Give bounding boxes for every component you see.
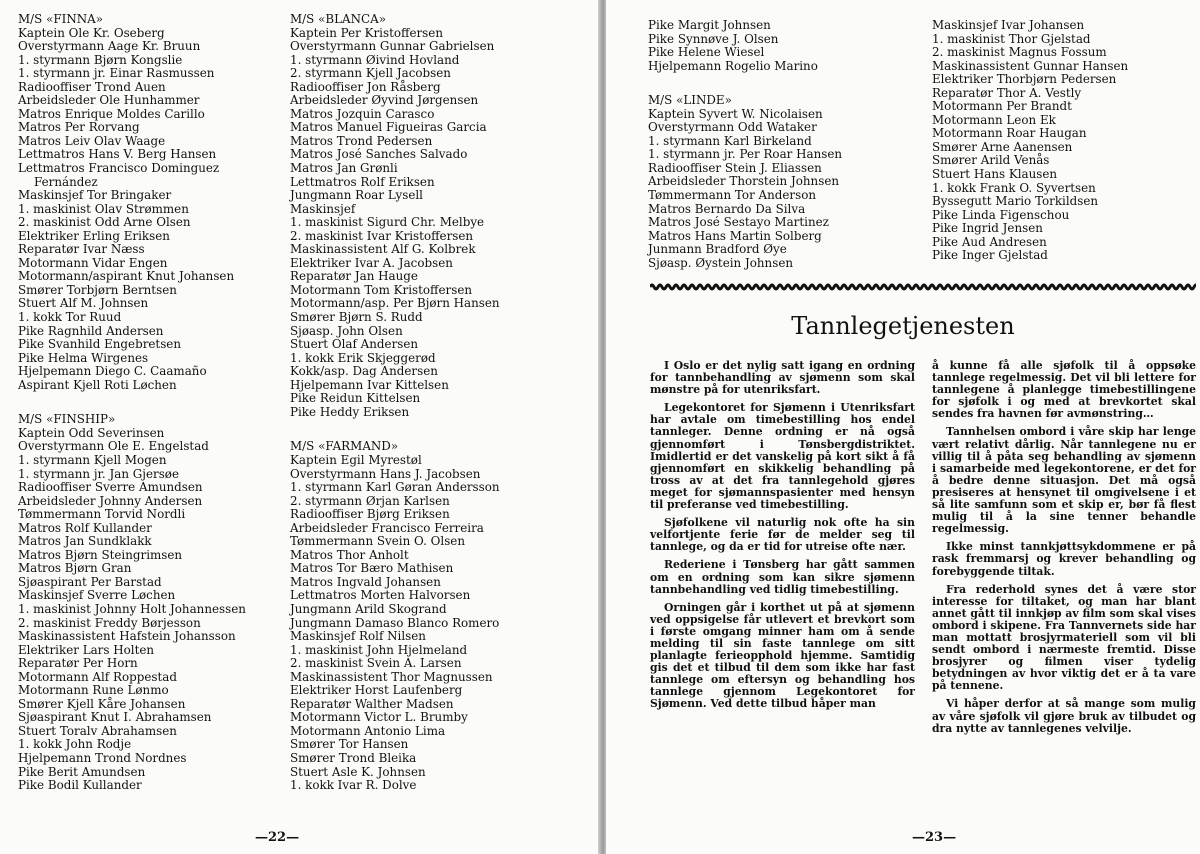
crew-entry: Maskinassistent Thor Magnussen xyxy=(290,669,493,684)
crew-entry: Pike Svanhild Engebretsen xyxy=(18,337,181,352)
crew-entry: Hjelpemann Diego C. Caamaño xyxy=(18,364,207,379)
crew-entry: Matros Tor Bæro Mathisen xyxy=(290,561,454,576)
crew-entry: 1. styrmann Kjell Mogen xyxy=(18,452,167,467)
crew-entry: Tømmermann Torvid Nordli xyxy=(18,507,186,522)
crew-entry: Motormann Victor L. Brumby xyxy=(290,710,468,725)
crew-entry: Maskinsjef Sverre Løchen xyxy=(18,588,176,603)
crew-entry: 1. kokk Frank O. Syvertsen xyxy=(932,180,1096,195)
section-gap xyxy=(290,419,590,440)
crew-entry: Overstyrmann Ole E. Engelstad xyxy=(18,439,209,454)
crew-list-column-2 xyxy=(290,13,590,793)
crew-entry: Smører Kjell Kåre Johansen xyxy=(18,696,186,711)
crew-entry: Kaptein Per Kristoffersen xyxy=(290,25,443,40)
crew-entry: Kokk/asp. Dag Andersen xyxy=(290,364,438,379)
crew-entry: 1. styrmann jr. Einar Rasmussen xyxy=(18,66,215,81)
crew-entry: Pike Heddy Eriksen xyxy=(290,404,410,419)
crew-entry: 1. styrmann Karl Birkeland xyxy=(648,133,812,148)
crew-entry: Overstyrmann Aage Kr. Bruun xyxy=(18,39,201,54)
article-paragraph: Fra rederhold synes det å være stor interesse for tiltaket, og man har blant annet gått til innkjøp av film som skal vises ombord i skipene. Fra Tannvernets side har man mottatt brosjyrmateriell som vil bli sendt ombord i nærmeste fremtid. Disse brosjyrer og filmen viser tydelig betydningen av hvor viktig det er å ta vare på tennene. xyxy=(932,582,1196,693)
crew-list-column-3 xyxy=(648,19,918,270)
crew-entry: Motormann Rune Lønmo xyxy=(18,683,169,698)
crew-entry: Arbeidsleder Johnny Andersen xyxy=(18,493,203,508)
crew-entry: Elektriker Thorbjørn Pedersen xyxy=(932,72,1117,87)
crew-entry: Stuert Toralv Abrahamsen xyxy=(18,723,177,738)
crew-entry: Stuert Olaf Andersen xyxy=(290,337,419,352)
crew-entry: Motormann Vidar Engen xyxy=(18,255,168,270)
crew-entry: Pike Ragnhild Andersen xyxy=(18,323,164,338)
crew-entry: Smører Torbjørn Berntsen xyxy=(18,282,177,297)
article-column-left xyxy=(650,360,915,717)
crew-entry: 2. maskinist Ivar Kristoffersen xyxy=(290,228,474,243)
crew-entry: Motormann/aspirant Knut Johansen xyxy=(18,269,235,284)
crew-entry: 1. maskinist John Hjelmeland xyxy=(290,642,468,657)
crew-entry: Arbeidsleder Øyvind Jørgensen xyxy=(290,93,479,108)
crew-entry: 1. maskinist Thor Gjelstad xyxy=(932,31,1091,46)
crew-entry: Matros Hans Martin Solberg xyxy=(648,228,822,243)
crew-list-column-1 xyxy=(18,13,288,793)
crew-entry: Matros Ingvald Johansen xyxy=(290,574,441,589)
crew-entry: Aspirant Kjell Roti Løchen xyxy=(18,377,177,392)
crew-entry: Sjøasp. John Olsen xyxy=(290,323,403,338)
crew-entry: 1. maskinist Olav Strømmen xyxy=(18,201,189,216)
crew-entry: Radiooffiser Stein J. Eliassen xyxy=(648,160,822,175)
crew-entry: Hjelpemann Ivar Kittelsen xyxy=(290,377,449,392)
crew-entry: Hjelpemann Rogelio Marino xyxy=(648,58,818,73)
section-gap xyxy=(18,392,288,413)
crew-entry: Smører Arne Aanensen xyxy=(932,139,1073,154)
crew-entry: Elektriker Ivar A. Jacobsen xyxy=(290,255,453,270)
crew-entry: Maskinassistent Hafstein Johansson xyxy=(18,629,236,644)
crew-entry: Motormann Alf Roppestad xyxy=(18,669,177,684)
crew-entry: Hjelpemann Trond Nordnes xyxy=(18,750,187,765)
crew-entry: Arbeidsleder Ole Hunhammer xyxy=(18,93,200,108)
crew-entry: 1. kokk Erik Skjeggerød xyxy=(290,350,436,365)
page-number-right: —23— xyxy=(912,830,957,845)
right-page xyxy=(606,0,1200,854)
crew-entry: Stuert Asle K. Johnsen xyxy=(290,764,426,779)
crew-entry: 2. maskinist Magnus Fossum xyxy=(932,45,1107,60)
article-paragraph: Vi håper derfor at så mange som mulig av våre sjøfolk vil gjøre bruk av tilbudet og dra nytte av tannlegenes velvilje. xyxy=(932,697,1196,735)
crew-entry: Matros Bjørn Steingrimsen xyxy=(18,547,183,562)
crew-entry: Byssegutt Mario Torkildsen xyxy=(932,194,1099,209)
crew-entry: 1. maskinist Johnny Holt Johannessen xyxy=(18,601,246,616)
crew-entry: Kaptein Odd Severinsen xyxy=(18,425,165,440)
ship-heading: M/S «FINNA» xyxy=(18,12,103,26)
crew-entry: Motormann/asp. Per Bjørn Hansen xyxy=(290,296,500,311)
crew-entry: Lettmatros Rolf Eriksen xyxy=(290,174,435,189)
crew-entry: Pike Helma Wirgenes xyxy=(18,350,149,365)
crew-entry: 2. styrmann Kjell Jacobsen xyxy=(290,66,451,81)
article-paragraph: Ikke minst tannkjøttsykdommene er på rask fremmarsj og krever behandling og forebyggende tiltak. xyxy=(932,540,1196,578)
page-number-left: —22— xyxy=(255,830,300,845)
crew-entry: Tømmermann Tor Anderson xyxy=(648,188,817,203)
crew-entry: Tømmermann Svein O. Olsen xyxy=(290,534,465,549)
crew-entry: Maskinassistent Alf G. Kolbrek xyxy=(290,242,476,257)
crew-entry: Matros Jan Grønli xyxy=(290,161,398,176)
crew-entry: Pike Ingrid Jensen xyxy=(932,221,1043,236)
crew-entry: Pike Bodil Kullander xyxy=(18,778,142,793)
crew-entry: 2. maskinist Odd Arne Olsen xyxy=(18,215,191,230)
crew-entry: 1. kokk John Rodje xyxy=(18,737,132,752)
crew-entry: Matros Thor Anholt xyxy=(290,547,409,562)
crew-list-column-4 xyxy=(932,19,1196,263)
crew-entry: Motormann Roar Haugan xyxy=(932,126,1087,141)
crew-entry: Overstyrmann Odd Wataker xyxy=(648,120,817,135)
crew-entry: Sjøaspirant Knut I. Abrahamsen xyxy=(18,710,212,725)
crew-entry: 1. maskinist Sigurd Chr. Melbye xyxy=(290,215,485,230)
crew-entry: 2. styrmann Ørjan Karlsen xyxy=(290,493,450,508)
crew-entry: Smører Bjørn S. Rudd xyxy=(290,310,423,325)
crew-entry: Maskinsjef xyxy=(290,201,356,216)
article-paragraph: Legekontoret for Sjømenn i Utenriksfart har avtale om timebestilling hos endel tannleger. Denne ordning er nå også gjennomført i Tønsbergdistriktet. Imidlertid er det vanskelig på kort sikt å få gjennomført en skikkelig behandling på tross av at det fra tannlegehold gjøres meget for sjømannspasienter med hensyn til preferanse ved timebestilling. xyxy=(650,401,915,512)
crew-entry: Kaptein Syvert W. Nicolaisen xyxy=(648,106,823,121)
crew-entry: Motormann Per Brandt xyxy=(932,99,1072,114)
crew-entry: Jungmann Roar Lysell xyxy=(290,188,423,203)
crew-entry: Radiooffiser Trond Auen xyxy=(18,79,166,94)
crew-entry: Radiooffiser Sverre Amundsen xyxy=(18,480,203,495)
ship-heading: M/S «LINDE» xyxy=(648,93,732,108)
crew-entry: Motormann Tom Kristoffersen xyxy=(290,282,473,297)
crew-entry: Radiooffiser Jon Råsberg xyxy=(290,79,441,94)
crew-entry: 1. kokk Ivar R. Dolve xyxy=(290,778,417,793)
crew-entry: Fernández xyxy=(34,174,98,189)
article-title: Tannlegetjenesten xyxy=(791,312,1015,340)
crew-entry: 1. styrmann jr. Jan Gjersøe xyxy=(18,466,179,481)
crew-entry: Pike Synnøve J. Olsen xyxy=(648,31,779,46)
crew-entry: Reparatør Ivar Næss xyxy=(18,242,145,257)
crew-entry: Smører Arild Venås xyxy=(932,153,1050,168)
crew-entry: Pike Helene Wiesel xyxy=(648,45,765,60)
crew-entry: Matros Bjørn Gran xyxy=(18,561,132,576)
crew-entry: Matros Bernardo Da Silva xyxy=(648,201,806,216)
article-column-right xyxy=(932,360,1196,741)
crew-entry: Maskinassistent Gunnar Hansen xyxy=(932,58,1129,73)
crew-entry: Stuert Hans Klausen xyxy=(932,167,1058,182)
crew-entry: Arbeidsleder Thorstein Johnsen xyxy=(648,174,840,189)
crew-entry: 1. styrmann jr. Per Roar Hansen xyxy=(648,147,843,162)
crew-entry: Matros Jan Sundklakk xyxy=(18,534,152,549)
crew-entry: Smører Trond Bleika xyxy=(290,750,417,765)
crew-entry: Motormann Antonio Lima xyxy=(290,723,446,738)
crew-entry: Overstyrmann Hans J. Jacobsen xyxy=(290,466,481,481)
crew-entry: Pike Inger Gjelstad xyxy=(932,248,1048,263)
section-gap xyxy=(648,73,918,94)
crew-entry: Kaptein Ole Kr. Oseberg xyxy=(18,25,165,40)
crew-entry: Elektriker Lars Holten xyxy=(18,642,155,657)
crew-entry: Lettmatros Francisco Dominguez xyxy=(18,161,220,176)
crew-entry: Jungmann Damaso Blanco Romero xyxy=(290,615,500,630)
crew-entry: Kaptein Egil Myrestøl xyxy=(290,452,422,467)
crew-entry: Sjøaspirant Per Barstad xyxy=(18,574,162,589)
crew-entry: Reparatør Jan Hauge xyxy=(290,269,418,284)
crew-entry: 1. styrmann Øivind Hovland xyxy=(290,52,460,67)
article-paragraph: Sjøfolkene vil naturlig nok ofte ha sin velfortjente ferie før de melder seg til tannlege, og da er tid for utreise ofte nær. xyxy=(650,516,915,554)
crew-entry: 2. maskinist Svein A. Larsen xyxy=(290,656,462,671)
crew-entry: Pike Aud Andresen xyxy=(932,234,1047,249)
crew-entry: Matros Rolf Kullander xyxy=(18,520,152,535)
crew-entry: Elektriker Erling Eriksen xyxy=(18,228,170,243)
crew-entry: Motormann Leon Ek xyxy=(932,112,1056,127)
crew-entry: Matros Leiv Olav Waage xyxy=(18,133,166,148)
crew-entry: 2. maskinist Freddy Børjesson xyxy=(18,615,201,630)
crew-entry: Matros José Sestayo Martinez xyxy=(648,215,829,230)
ship-heading: M/S «FINSHIP» xyxy=(18,412,116,427)
crew-entry: Reparatør Thor A. Vestly xyxy=(932,85,1082,100)
crew-entry: Pike Linda Figenschou xyxy=(932,207,1070,222)
crew-entry: Radiooffiser Bjørg Eriksen xyxy=(290,507,450,522)
crew-entry: 1. kokk Tor Ruud xyxy=(18,310,122,325)
crew-entry: Reparatør Per Horn xyxy=(18,656,138,671)
crew-entry: Overstyrmann Gunnar Gabrielsen xyxy=(290,39,495,54)
ship-heading: M/S «BLANCA» xyxy=(290,12,386,26)
crew-entry: 1. styrmann Bjørn Kongslie xyxy=(18,52,183,67)
crew-entry: Lettmatros Morten Halvorsen xyxy=(290,588,471,603)
crew-entry: Lettmatros Hans V. Berg Hansen xyxy=(18,147,217,162)
crew-entry: Matros Jozquin Carasco xyxy=(290,106,435,121)
crew-entry: Matros José Sanches Salvado xyxy=(290,147,468,162)
ship-heading: M/S «FARMAND» xyxy=(290,439,399,454)
crew-entry: Matros Trond Pedersen xyxy=(290,133,433,148)
article-paragraph: Tannhelsen ombord i våre skip har lenge vært relativt dårlig. Når tannlegene nu er villig til å påta seg behandling av sjømenn i samarbeide med legekontorene, er det for å bedre denne situasjon. Det må også presiseres at hensynet til omgivelsene i et så lite samfunn som et skip er, bør få flest mulig til å la sine tenner behandle regelmessig. xyxy=(932,425,1196,536)
crew-entry: Pike Berit Amundsen xyxy=(18,764,146,779)
article-paragraph: Rederiene i Tønsberg har gått sammen om en ordning som kan sikre sjømenn tannbehandling ved tidlig timebestilling. xyxy=(650,558,915,596)
article-paragraph: Orningen går i korthet ut på at sjømenn ved oppsigelse får utlevert et brevkort som i første omgang minner ham om å sende melding til sin faste tannlege om sitt planlagte ferieopphold hjemme. Samtidig gis det et tilbud til dem som ikke har fast tannlege om eftersyn og behandling hos tannlege gjennom Legekontoret for Sjømenn. Ved dette tilbud håper man xyxy=(650,600,915,711)
crew-entry: Junmann Bradford Øye xyxy=(648,242,787,257)
crew-entry: Matros Enrique Moldes Carillo xyxy=(18,106,205,121)
crew-entry: Jungmann Arild Skogrand xyxy=(290,601,447,616)
crew-entry: Arbeidsleder Francisco Ferreira xyxy=(290,520,484,535)
crew-entry: Matros Manuel Figueiras Garcia xyxy=(290,120,487,135)
crew-entry: Pike Reidun Kittelsen xyxy=(290,391,421,406)
crew-entry: Maskinsjef Tor Bringaker xyxy=(18,188,172,203)
crew-entry: Maskinsjef Ivar Johansen xyxy=(932,18,1085,32)
crew-entry: 1. styrmann Karl Gøran Andersson xyxy=(290,480,500,495)
crew-entry: Stuert Alf M. Johnsen xyxy=(18,296,149,311)
crew-entry: Elektriker Horst Laufenberg xyxy=(290,683,463,698)
crew-entry: Pike Margit Johnsen xyxy=(648,18,771,32)
crew-entry: Reparatør Walther Madsen xyxy=(290,696,454,711)
article-paragraph: å kunne få alle sjøfolk til å oppsøke tannlege regelmessig. Det vil bli lettere for tannlegene å planlegge timebestillingene for sjøfolk i og med at brevkortet skal sendes fra havnen før avmønstring… xyxy=(932,359,1196,421)
wavy-divider xyxy=(650,282,1196,292)
crew-entry: Smører Tor Hansen xyxy=(290,737,409,752)
crew-entry: Sjøasp. Øystein Johnsen xyxy=(648,255,794,270)
article-paragraph: I Oslo er det nylig satt igang en ordning for tannbehandling av sjømenn som skal mønstre på for utenriksfart. xyxy=(650,359,915,397)
crew-entry: Matros Per Rorvang xyxy=(18,120,140,135)
crew-entry: Maskinsjef Rolf Nilsen xyxy=(290,629,426,644)
